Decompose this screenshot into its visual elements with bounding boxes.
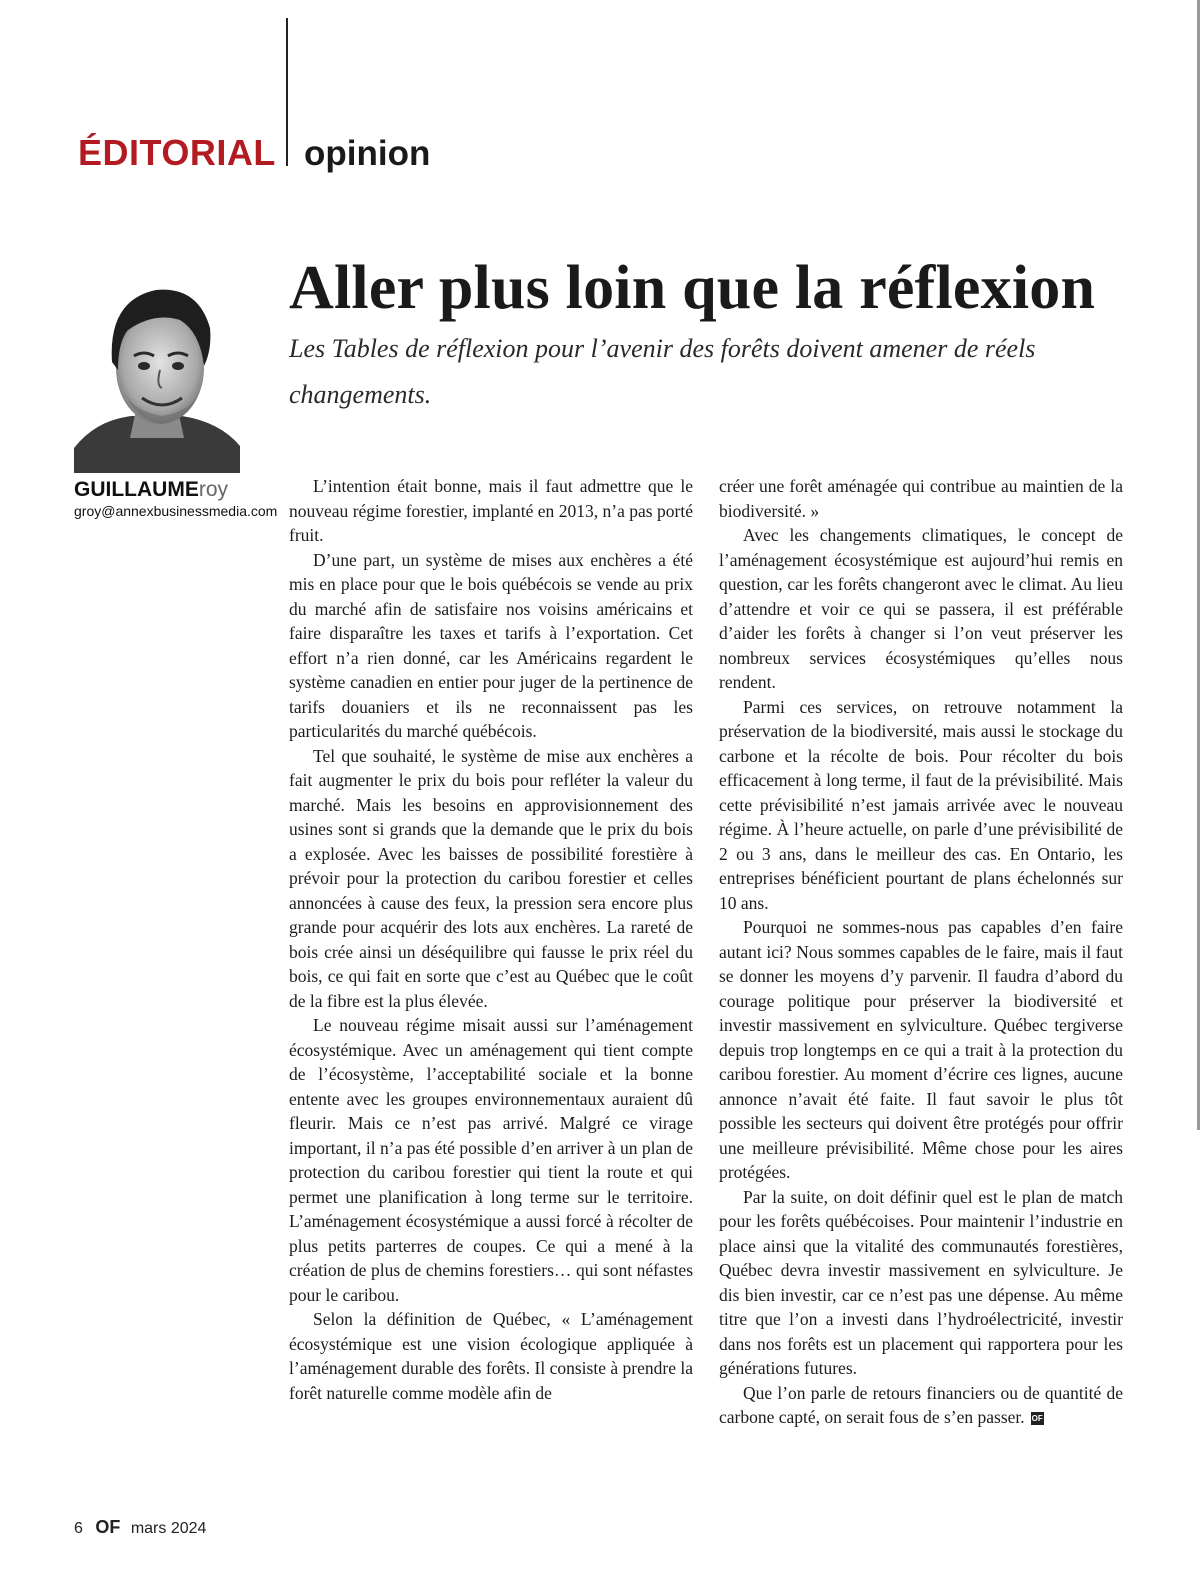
section-label: ÉDITORIAL [78,132,276,173]
paragraph: Avec les changements climatiques, le concept de l’aménagement écosystémique est aujourd’hui remis en question, car les forêts changeront avec le climat. Au lieu d’attendre et voir ce qui se passera, il est préférable d’aider les forêts à changer si l’on veut préserver les nombreux services écosystémiques qu’elles nous rendent. [719,525,1123,692]
author-byline [74,478,277,520]
paragraph: Parmi ces services, on retrouve notamment la préservation de la biodiversité, mais aussi le stockage du carbone et la récolte de bois. Pour récolter du bois efficacement à long terme, il faut de la prévisibilité. Mais cette prévisibilité n’est jamais arrivée avec le nouveau régime. À l’heure actuelle, on parle d’une prévisibilité de 2 ou 3 ans, dans le meilleur des cas. En Ontario, les entreprises bénéficient pourtant de plans échelonnés sur 10 ans. [719,696,1123,913]
paragraph: Tel que souhaité, le système de mise aux enchères a fait augmenter le prix du bois pour refléter la valeur du marché. Mais les besoins en approvisionnement des usines sont si grands que la demande que le prix du bois a explosée. Avec les baisses de possibilité forestière à prévoir pour la protection du caribou forestier et celles annoncées à cause des feux, la pression sera encore plus grande pour acquérir des lots aux enchères. La rareté de bois crée ainsi un déséquilibre qui fausse le prix réel du bois, ce qui fait en sorte que c’est au Québec que le coût de la fibre est la plus élevée. [289,745,693,1011]
article-deck: Les Tables de réflexion pour l’avenir des forêts doivent amener de réels changements. [289,334,1036,409]
page-number: 6 [74,1520,83,1537]
paragraph: L’intention était bonne, mais il faut admettre que le nouveau régime forestier, implanté en 2013, n’a pas porté fruit. [289,476,693,545]
paragraph: Par la suite, on doit définir quel est le plan de match pour les forêts québécoises. Pour maintenir l’industrie en place ainsi que la vitalité des communautés forestières, Québec devra investir massivement en sylviculture. Je dis bien investir, car ce n’est pas une dépense. Au même titre que l’on a investi dans l’hydroélectricité, investir dans nos forêts est un placement qui rapportera pour les générations futures. [719,1186,1123,1378]
end-mark-icon: OF [1031,1414,1043,1423]
paragraph: Selon la définition de Québec, « L’aménagement écosystémique est une vision écologique appliquée à l’aménagement durable des forêts. Il consiste à prendre la forêt naturelle comme modèle afin de [289,1309,693,1403]
author-email[interactable]: groy@annexbusinessmedia.com [74,503,278,519]
header-divider [286,18,288,166]
paragraph: Pourquoi ne sommes-nous pas capables d’en faire autant ici? Nous sommes capables de le faire, mais il faut se donner les moyens d’y parvenir. Il faudra d’abord du courage politique pour préserver la biodiversité et investir massivement en sylviculture. Québec tergiverse depuis trop longtemps en ce qui a trait à la protection du caribou forestier. Au moment d’écrire ces lignes, aucune annonce n’avait été faite. Il faut savoir le plus tôt possible les secteurs qui doivent être protégés pour offrir une meilleure prévisibilité. Même chose pour les aires protégées. [719,917,1123,1182]
page-footer [74,1517,206,1538]
article-column-2 [719,474,1123,1430]
final-paragraph-text: Que l’on parle de retours financiers ou de quantité de carbone capté, on serait fous de s’en passer. [719,1382,1123,1427]
author-first-name: GUILLAUME [74,478,199,501]
author-photo [74,270,240,473]
paragraph-final [719,1381,1123,1430]
article-column-1 [289,474,693,1405]
section-sublabel: opinion [304,134,431,173]
article-title: Aller plus loin que la réflexion [289,254,1096,322]
paragraph: Le nouveau régime misait aussi sur l’aménagement écosystémique. Avec un aménagement qui tient compte de l’écosystème, l’acceptabilité sociale et la bonne entente avec les groupes environnementaux auraient dû fleurir. Mais ce n’est pas arrivé. Malgré ce virage important, il n’a pas été possible d’en arriver à un plan de protection du caribou forestier qui tient la route et qui permet une planification à long terme sur le territoire. L’aménagement écosystémique a aussi forcé à récolter de plus petits parterres de coupes. Ce qui a mené à la création de plus de chemins forestiers… qui sont néfastes pour le caribou. [289,1015,693,1305]
author-last-name: roy [198,478,229,501]
paragraph-continued: créer une forêt aménagée qui contribue au maintien de la biodiversité. » [719,476,1123,521]
paragraph: D’une part, un système de mises aux enchères a été mis en place pour que le bois québécois se vende au prix du marché afin de satisfaire nos voisins américains et faire disparaître les taxes et tarifs à l’exportation. Cet effort n’a rien donné, car les Américains regardent le système canadien en entier pour juger de la pertinence de tarifs douaniers et ils ne reconnaissent pas les particularités du marché québécois. [289,549,693,741]
issue-date: mars 2024 [130,1520,207,1537]
author-name [74,478,277,502]
magazine-name: OF [95,1517,121,1537]
